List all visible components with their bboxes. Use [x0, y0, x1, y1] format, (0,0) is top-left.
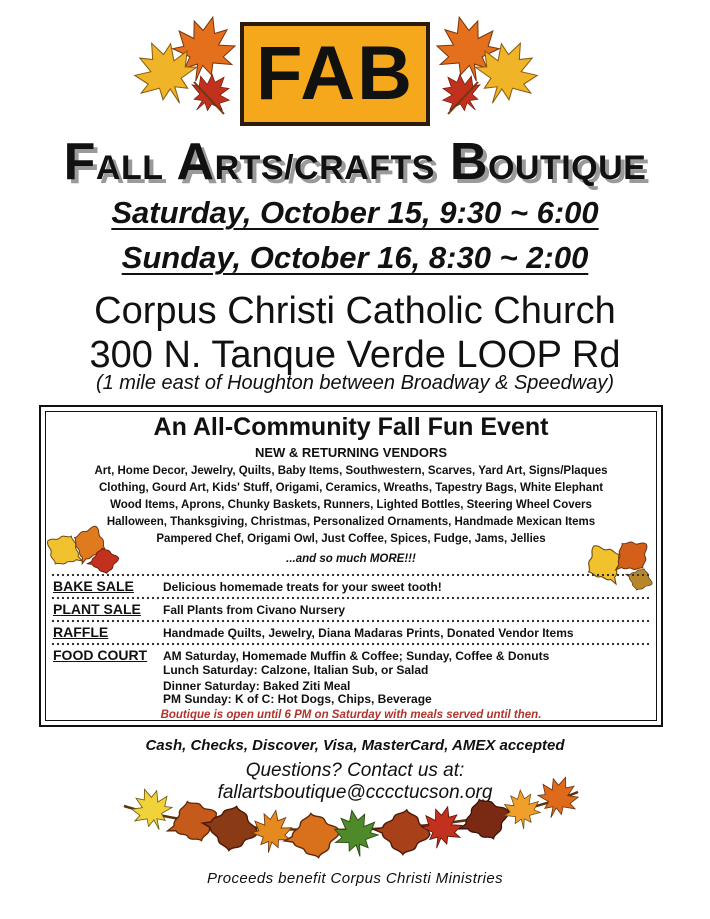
event-details-box — [39, 405, 663, 727]
oak-leaf-cluster-right-icon — [581, 535, 657, 595]
vendor-list-line: Wood Items, Aprons, Chunky Baskets, Runners, Lighted Bottles, Steering Wheel Covers — [110, 499, 592, 511]
payment-methods: Cash, Checks, Discover, Visa, MasterCard, AMEX accepted — [145, 737, 565, 754]
title-word-arts-crafts: RTS/CRAFTS — [214, 149, 435, 187]
vendors-subheading: NEW & RETURNING VENDORS — [254, 445, 448, 460]
fab-logo-text: FAB — [256, 31, 414, 116]
section-divider — [51, 596, 651, 600]
bake-sale-label: BAKE SALE — [53, 578, 134, 594]
raffle-label: RAFFLE — [53, 624, 109, 640]
autumn-leaf-garland-icon — [112, 770, 588, 866]
food-court-line: Dinner Saturday: Baked Ziti Meal — [163, 679, 351, 693]
sunday-dates — [0, 240, 710, 276]
boutique-hours-note: Boutique is open until 6 PM on Saturday with meals served until then. — [160, 709, 542, 721]
section-divider — [51, 573, 651, 577]
vendor-list-line: Art, Home Decor, Jewelry, Quilts, Baby Items, Southwestern, Scarves, Yard Art, Signs/Plaques — [94, 465, 608, 477]
contact-email-link[interactable]: fallartsboutique@cccctucson.org — [217, 782, 493, 803]
venue-name: Corpus Christi Catholic Church — [94, 290, 616, 332]
saturday-dates-text: Saturday, October 15, 9:30 ~ 6:00 — [111, 195, 599, 230]
sunday-dates-text: Sunday, October 16, 8:30 ~ 2:00 — [121, 240, 589, 275]
venue-address: 300 N. Tanque Verde LOOP Rd — [89, 334, 621, 376]
page-title — [0, 132, 710, 192]
title-word-boutique: OUTIQUE — [487, 149, 647, 187]
maple-leaf-cluster-right-icon — [434, 14, 540, 116]
fab-logo-badge — [240, 22, 430, 126]
oak-leaf-cluster-left-icon — [45, 525, 119, 577]
food-court-label: FOOD COURT — [53, 647, 148, 663]
contact-prompt: Questions? Contact us at: — [245, 760, 465, 781]
title-initial-b: B — [449, 133, 488, 191]
food-court-line: Lunch Saturday: Calzone, Italian Sub, or Salad — [163, 663, 429, 677]
venue-directions: (1 mile east of Houghton between Broadway & Speedway) — [95, 372, 615, 394]
food-court-line: AM Saturday, Homemade Muffin & Coffee; Sunday, Coffee & Donuts — [163, 649, 550, 663]
section-divider — [51, 642, 651, 646]
vendor-list-line: Clothing, Gourd Art, Kids' Stuff, Origami, Ceramics, Wreaths, Tapestry Bags, White Elephant — [98, 482, 604, 494]
plant-sale-text: Fall Plants from Civano Nursery — [163, 603, 346, 617]
maple-leaf-cluster-left-icon — [132, 14, 238, 116]
vendor-list-line: Pampered Chef, Origami Owl, Just Coffee, Spices, Fudge, Jams, Jellies — [156, 533, 546, 545]
event-heading: An All-Community Fall Fun Event — [153, 413, 549, 441]
saturday-dates — [0, 195, 710, 231]
section-divider — [51, 619, 651, 623]
raffle-text: Handmade Quilts, Jewelry, Diana Madaras Prints, Donated Vendor Items — [163, 626, 574, 640]
food-court-line: PM Sunday: K of C: Hot Dogs, Chips, Beverage — [163, 692, 432, 706]
proceeds-note: Proceeds benefit Corpus Christi Ministries — [206, 870, 504, 887]
and-more-text: ...and so much MORE!!! — [286, 553, 416, 565]
title-word-fall: ALL — [95, 149, 164, 187]
title-initial-a: A — [176, 133, 215, 191]
title-initial-f: F — [63, 133, 96, 191]
bake-sale-text: Delicious homemade treats for your sweet tooth! — [163, 580, 442, 594]
vendor-list-line: Halloween, Thanksgiving, Christmas, Personalized Ornaments, Handmade Mexican Items — [106, 516, 596, 528]
plant-sale-label: PLANT SALE — [53, 601, 141, 617]
